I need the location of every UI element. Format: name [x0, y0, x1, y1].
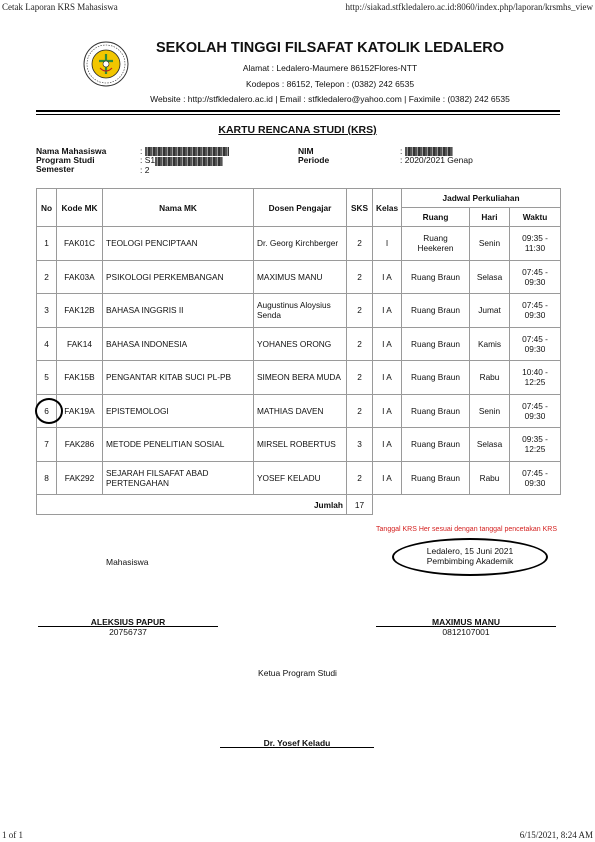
cell-dosen: SIMEON BERA MUDA	[254, 361, 347, 395]
info-labels	[36, 147, 106, 174]
cell-ruang: Ruang Braun	[402, 428, 470, 462]
institution-web: Website : http://stfkledalero.ac.id | Email : stfkledalero@yahoo.com | Faximile : (0382) 242 6535	[150, 94, 510, 104]
table-row	[37, 260, 561, 294]
cell-nama: BAHASA INGGRIS II	[103, 294, 254, 328]
institution-name: SEKOLAH TINGGI FILSAFAT KATOLIK LEDALERO	[156, 40, 504, 56]
cell-no: 2	[37, 260, 57, 294]
cell-kode: FAK01C	[57, 227, 103, 261]
cell-kode: FAK15B	[57, 361, 103, 395]
cell-hari: Selasa	[470, 428, 510, 462]
header-kelas: Kelas	[373, 189, 402, 227]
pa-name: MAXIMUS MANU	[432, 617, 500, 627]
semester-label: Semester	[36, 164, 75, 174]
cell-hari: Kamis	[470, 327, 510, 361]
cell-ruang: Ruang Braun	[402, 260, 470, 294]
cell-ruang: Ruang Braun	[402, 461, 470, 495]
cell-nama: EPISTEMOLOGI	[103, 394, 254, 428]
cell-nama: TEOLOGI PENCIPTAAN	[103, 227, 254, 261]
cell-kelas: I A	[373, 260, 402, 294]
kaprodi-role: Ketua Program Studi	[258, 668, 337, 678]
header-hari: Hari	[470, 208, 510, 227]
info-values: : : S1 : 2	[140, 147, 229, 175]
cell-hari: Jumat	[470, 294, 510, 328]
cell-dosen: MIRSEL ROBERTUS	[254, 428, 347, 462]
table-row	[37, 394, 561, 428]
cell-kode: FAK286	[57, 428, 103, 462]
document-title: KARTU RENCANA STUDI (KRS)	[218, 124, 377, 136]
cell-no: 5	[37, 361, 57, 395]
cell-waktu: 09:35 - 12:25	[510, 428, 561, 462]
pa-id: 0812107001	[442, 627, 490, 637]
cell-no: 1	[37, 227, 57, 261]
date-place: Ledalero, 15 Juni 2021	[426, 546, 514, 556]
krs-table	[36, 188, 561, 515]
redacted-name	[145, 147, 229, 156]
cell-hari: Senin	[470, 394, 510, 428]
cell-ruang: Ruang Heekeren	[402, 227, 470, 261]
cell-nama: PENGANTAR KITAB SUCI PL-PB	[103, 361, 254, 395]
cell-waktu: 10:40 - 12:25	[510, 361, 561, 395]
cell-kode: FAK19A	[57, 394, 103, 428]
cell-hari: Rabu	[470, 461, 510, 495]
periode-value: 2020/2021 Genap	[404, 155, 473, 166]
cell-kelas: I A	[373, 327, 402, 361]
cell-sks: 2	[347, 461, 373, 495]
header-sks: SKS	[347, 189, 373, 227]
cell-hari: Selasa	[470, 260, 510, 294]
cell-dosen: YOHANES ORONG	[254, 327, 347, 361]
cell-kelas: I A	[373, 428, 402, 462]
header-no: No	[37, 189, 57, 227]
info-labels-right	[298, 147, 329, 165]
table-row	[37, 327, 561, 361]
cell-kode: FAK292	[57, 461, 103, 495]
institution-contact: Kodepos : 86152, Telepon : (0382) 242 6535	[245, 79, 415, 89]
header-ruang: Ruang	[402, 208, 470, 227]
header-dosen: Dosen Pengajar	[254, 189, 347, 227]
cell-sks: 3	[347, 428, 373, 462]
institution-logo	[82, 40, 130, 88]
cell-dosen: Augustinus Aloysius Senda	[254, 294, 347, 328]
logo-seal-icon	[82, 40, 130, 88]
cell-hari: Senin	[470, 227, 510, 261]
periode-label: Periode	[298, 155, 330, 165]
header-nama: Nama MK	[103, 189, 254, 227]
nim-label: NIM	[298, 146, 314, 156]
cell-kode: FAK12B	[57, 294, 103, 328]
cell-no: 7	[37, 428, 57, 462]
table-row	[37, 461, 561, 495]
cell-waktu: 07:45 - 09:30	[510, 394, 561, 428]
cell-dosen: YOSEF KELADU	[254, 461, 347, 495]
cell-kelas: I A	[373, 361, 402, 395]
annotation-circle-row6	[35, 398, 63, 424]
cell-kelas: I A	[373, 394, 402, 428]
cell-nama: METODE PENELITIAN SOSIAL	[103, 428, 254, 462]
cell-dosen: MAXIMUS MANU	[254, 260, 347, 294]
table-row	[37, 294, 561, 328]
kaprodi-name: Dr. Yosef Keladu	[263, 738, 331, 748]
cell-waktu: 07:45 - 09:30	[510, 327, 561, 361]
cell-no: 8	[37, 461, 57, 495]
cell-waktu: 07:45 - 09:30	[510, 461, 561, 495]
cell-sks: 2	[347, 260, 373, 294]
cell-ruang: Ruang Braun	[402, 294, 470, 328]
pa-role: Pembimbing Akademik	[426, 556, 514, 566]
cell-waktu: 09:35 - 11:30	[510, 227, 561, 261]
cell-ruang: Ruang Braun	[402, 361, 470, 395]
redacted-prodi	[155, 157, 223, 166]
prodi-prefix: S1	[144, 155, 156, 166]
cell-sks: 2	[347, 361, 373, 395]
nama-label: Nama Mahasiswa	[36, 146, 107, 156]
cell-dosen: Dr. Georg Kirchberger	[254, 227, 347, 261]
cell-sks: 2	[347, 227, 373, 261]
jumlah-value: 17	[347, 495, 373, 515]
cell-dosen: MATHIAS DAVEN	[254, 394, 347, 428]
cell-hari: Rabu	[470, 361, 510, 395]
cell-ruang: Ruang Braun	[402, 327, 470, 361]
semester-value: 2	[144, 164, 150, 175]
info-values-right: : : 2020/2021 Genap	[400, 146, 473, 166]
print-footer-datetime: 6/15/2021, 8:24 AM	[519, 830, 593, 840]
student-name: ALEKSIUS PAPUR	[90, 617, 166, 627]
student-id: 20756737	[109, 627, 147, 637]
print-header-title: Cetak Laporan KRS Mahasiswa	[2, 2, 118, 12]
table-row	[37, 361, 561, 395]
kaprodi-sign-line	[220, 747, 374, 748]
institution-address: Alamat : Ledalero-Maumere 86152Flores-NTT	[242, 63, 418, 73]
cell-kelas: I	[373, 227, 402, 261]
cell-nama: PSIKOLOGI PERKEMBANGAN	[103, 260, 254, 294]
print-header-url: http://siakad.stfkledalero.ac.id:8060/index.php/laporan/krsmhs_view	[345, 2, 593, 12]
krs-date-note: Tanggal KRS Her sesuai dengan tanggal pencetakan KRS	[376, 526, 557, 533]
cell-ruang: Ruang Braun	[402, 394, 470, 428]
annotation-circle-date	[392, 538, 548, 576]
cell-nama: SEJARAH FILSAFAT ABAD PERTENGAHAN	[103, 461, 254, 495]
table-row	[37, 428, 561, 462]
letterhead-rule-thin	[36, 114, 560, 115]
jumlah-blank	[373, 495, 561, 515]
letterhead-rule	[36, 110, 560, 112]
header-jadwal: Jadwal Perkuliahan	[402, 189, 561, 208]
print-footer-page: 1 of 1	[2, 830, 23, 840]
cell-no: 4	[37, 327, 57, 361]
jumlah-label: Jumlah	[37, 495, 347, 515]
cell-waktu: 07:45 - 09:30	[510, 260, 561, 294]
cell-waktu: 07:45 - 09:30	[510, 294, 561, 328]
table-row	[37, 227, 561, 261]
cell-nama: BAHASA INDONESIA	[103, 327, 254, 361]
cell-sks: 2	[347, 294, 373, 328]
prodi-label: Program Studi	[36, 155, 95, 165]
cell-sks: 2	[347, 394, 373, 428]
krs-table-body	[37, 227, 561, 495]
cell-kode: FAK03A	[57, 260, 103, 294]
cell-kelas: I A	[373, 461, 402, 495]
student-role: Mahasiswa	[106, 557, 149, 567]
cell-sks: 2	[347, 327, 373, 361]
cell-kelas: I A	[373, 294, 402, 328]
cell-kode: FAK14	[57, 327, 103, 361]
header-waktu: Waktu	[510, 208, 561, 227]
cell-no: 3	[37, 294, 57, 328]
header-kode: Kode MK	[57, 189, 103, 227]
cell-no: 6	[37, 394, 57, 428]
